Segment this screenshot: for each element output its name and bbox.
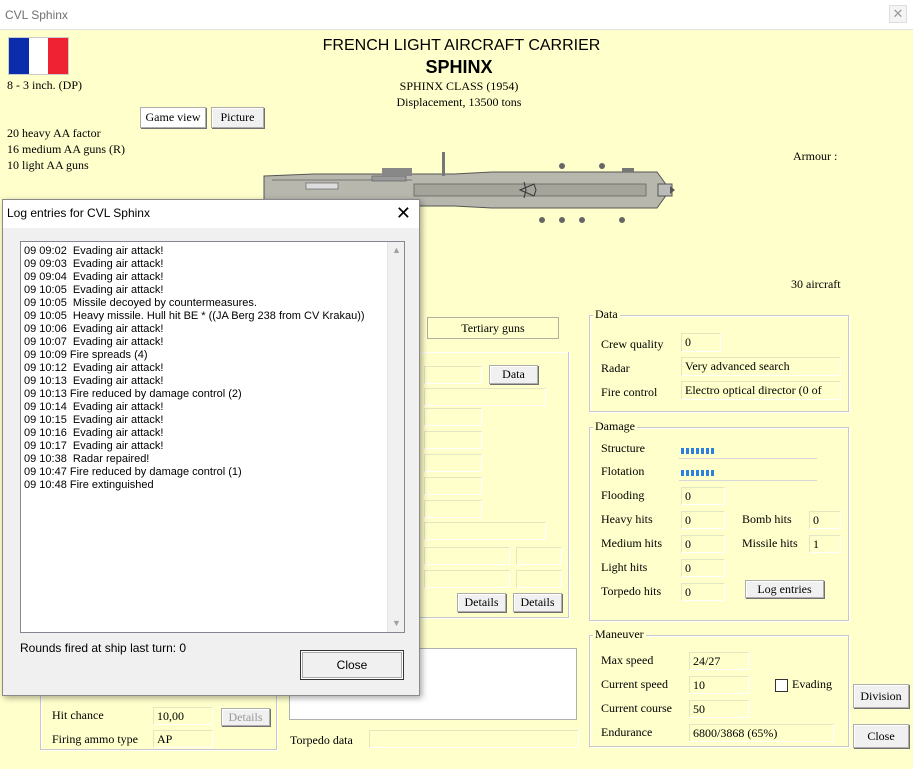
scroll-down-icon[interactable]: ▼ xyxy=(392,618,401,628)
aa-heavy: 20 heavy AA factor xyxy=(7,126,101,140)
radar-field: Very advanced search xyxy=(681,357,841,376)
ship-displacement: Displacement, 13500 tons xyxy=(396,95,522,109)
log-list[interactable] xyxy=(20,241,405,633)
structure-label: Structure xyxy=(601,441,645,455)
log-entry: 09 10:38 Radar repaired! xyxy=(24,453,150,465)
light-hits-label: Light hits xyxy=(601,560,648,574)
close-button[interactable]: Close xyxy=(853,724,909,748)
division-button[interactable]: Division xyxy=(853,684,909,708)
bomb-hits-label: Bomb hits xyxy=(742,512,792,526)
max-speed-field: 24/27 xyxy=(689,652,749,670)
ship-name: SPHINX xyxy=(425,57,493,77)
log-entry: 09 10:09 Fire spreads (4) xyxy=(24,349,148,361)
torpedo-hits-label: Torpedo hits xyxy=(601,584,662,598)
endurance-label: Endurance xyxy=(601,725,653,739)
aa-light: 10 light AA guns xyxy=(7,158,89,172)
damage-title: Damage xyxy=(595,419,635,433)
log-entry: 09 10:47 Fire reduced by damage control (1) xyxy=(24,466,242,478)
gun-field-3 xyxy=(424,408,482,426)
torpedo-data-field xyxy=(369,730,579,748)
log-entry: 09 10:13 Evading air attack! xyxy=(24,375,164,387)
fire-control-label: Fire control xyxy=(601,385,658,399)
current-course-field: 50 xyxy=(689,700,749,718)
log-dialog-title: Log entries for CVL Sphinx xyxy=(7,206,150,220)
scroll-up-icon[interactable]: ▲ xyxy=(392,245,401,255)
window-close-icon[interactable]: ✕ xyxy=(889,5,907,23)
missile-hits-field: 1 xyxy=(809,535,841,553)
evading-label: Evading xyxy=(792,677,832,691)
log-entry: 09 09:02 Evading air attack! xyxy=(24,245,164,257)
structure-bar xyxy=(679,442,817,459)
current-course-label: Current course xyxy=(601,701,672,715)
picture-tab[interactable]: Picture xyxy=(211,107,264,128)
flotation-bar xyxy=(679,464,817,481)
ammo-type-field: AP xyxy=(153,730,213,748)
max-speed-label: Max speed xyxy=(601,653,654,667)
heavy-hits-label: Heavy hits xyxy=(601,512,653,526)
current-speed-label: Current speed xyxy=(601,677,668,691)
heavy-hits-field: 0 xyxy=(681,511,725,529)
flotation-label: Flotation xyxy=(601,464,645,478)
log-entry: 09 10:15 Evading air attack! xyxy=(24,414,164,426)
endurance-field: 6800/3868 (65%) xyxy=(689,724,834,742)
medium-hits-label: Medium hits xyxy=(601,536,663,550)
log-dialog-titlebar xyxy=(3,200,419,228)
gun-field-7 xyxy=(424,500,482,518)
dialog-close-button[interactable]: Close xyxy=(300,650,404,680)
gun-field-6 xyxy=(424,477,482,495)
log-entry: 09 09:03 Evading air attack! xyxy=(24,258,164,270)
torpedo-hits-field: 0 xyxy=(681,583,725,601)
details-button-1[interactable]: Details xyxy=(457,593,506,612)
gun-field-5 xyxy=(424,454,482,472)
bomb-hits-field: 0 xyxy=(809,511,841,529)
gun-field-12 xyxy=(516,570,562,588)
gun-field-1 xyxy=(424,366,482,384)
flooding-field: 0 xyxy=(681,487,725,505)
log-entry: 09 10:48 Fire extinguished xyxy=(24,479,154,491)
armour-label: Armour : xyxy=(793,149,838,163)
main-armament: 8 - 3 inch. (DP) xyxy=(7,78,82,92)
window-title: CVL Sphinx xyxy=(5,8,68,22)
gun-field-8 xyxy=(424,522,546,540)
log-scrollbar[interactable] xyxy=(387,242,404,632)
game-view-tab[interactable]: Game view xyxy=(140,107,206,128)
ammo-type-label: Firing ammo type xyxy=(52,732,138,746)
ship-type: FRENCH LIGHT AIRCRAFT CARRIER xyxy=(322,37,601,54)
log-entry: 09 10:14 Evading air attack! xyxy=(24,401,164,413)
dialog-close-icon[interactable]: ✕ xyxy=(395,203,411,223)
torpedo-data-label: Torpedo data xyxy=(290,733,353,747)
aircraft-count: 30 aircraft xyxy=(791,277,841,291)
crew-quality-label: Crew quality xyxy=(601,337,664,351)
ship-class: SPHINX CLASS (1954) xyxy=(399,79,519,93)
aa-medium: 16 medium AA guns (R) xyxy=(7,142,126,156)
log-entries-button[interactable]: Log entries xyxy=(745,580,824,598)
medium-hits-field: 0 xyxy=(681,535,725,553)
crew-quality-field: 0 xyxy=(681,333,721,352)
log-entry: 09 10:12 Evading air attack! xyxy=(24,362,164,374)
log-entry: 09 10:07 Evading air attack! xyxy=(24,336,164,348)
hit-chance-field: 10,00 xyxy=(153,707,213,725)
gun-field-10 xyxy=(516,547,562,565)
evading-checkbox[interactable] xyxy=(775,679,788,692)
gun-field-2 xyxy=(424,388,546,406)
gun-field-9 xyxy=(424,547,510,565)
light-hits-field: 0 xyxy=(681,559,725,577)
rounds-fired-text: Rounds fired at ship last turn: 0 xyxy=(20,641,187,655)
current-speed-field: 10 xyxy=(689,676,749,694)
missile-hits-label: Missile hits xyxy=(742,536,798,550)
log-entry: 09 10:05 Missile decoyed by countermeasures. xyxy=(24,297,257,309)
log-entry: 09 10:13 Fire reduced by damage control (2) xyxy=(24,388,242,400)
fire-control-field: Electro optical director (0 of xyxy=(681,381,841,400)
hit-chance-label: Hit chance xyxy=(52,708,104,722)
gun-data-button[interactable]: Data xyxy=(489,365,538,384)
maneuver-title: Maneuver xyxy=(595,627,644,641)
fire-details-button[interactable]: Details xyxy=(221,708,270,726)
structure-bar-fill xyxy=(681,448,715,454)
log-entry: 09 10:17 Evading air attack! xyxy=(24,440,164,452)
data-title: Data xyxy=(595,307,618,321)
flotation-bar-fill xyxy=(681,470,716,476)
log-dialog xyxy=(2,199,420,696)
flooding-label: Flooding xyxy=(601,488,645,502)
log-entries xyxy=(21,242,404,492)
radar-label: Radar xyxy=(601,361,630,375)
log-entry: 09 10:05 Heavy missile. Hull hit BE * ((JA Berg 238 from CV Krakau)) xyxy=(24,310,365,322)
log-entry: 09 10:06 Evading air attack! xyxy=(24,323,164,335)
gun-field-11 xyxy=(424,570,510,588)
tab-tertiary-guns[interactable]: Tertiary guns xyxy=(427,317,559,339)
log-entry: 09 10:16 Evading air attack! xyxy=(24,427,164,439)
log-entry: 09 10:05 Evading air attack! xyxy=(24,284,164,296)
log-entry: 09 09:04 Evading air attack! xyxy=(24,271,164,283)
window-titlebar xyxy=(0,0,913,30)
gun-field-4 xyxy=(424,431,482,449)
details-button-2[interactable]: Details xyxy=(513,593,562,612)
